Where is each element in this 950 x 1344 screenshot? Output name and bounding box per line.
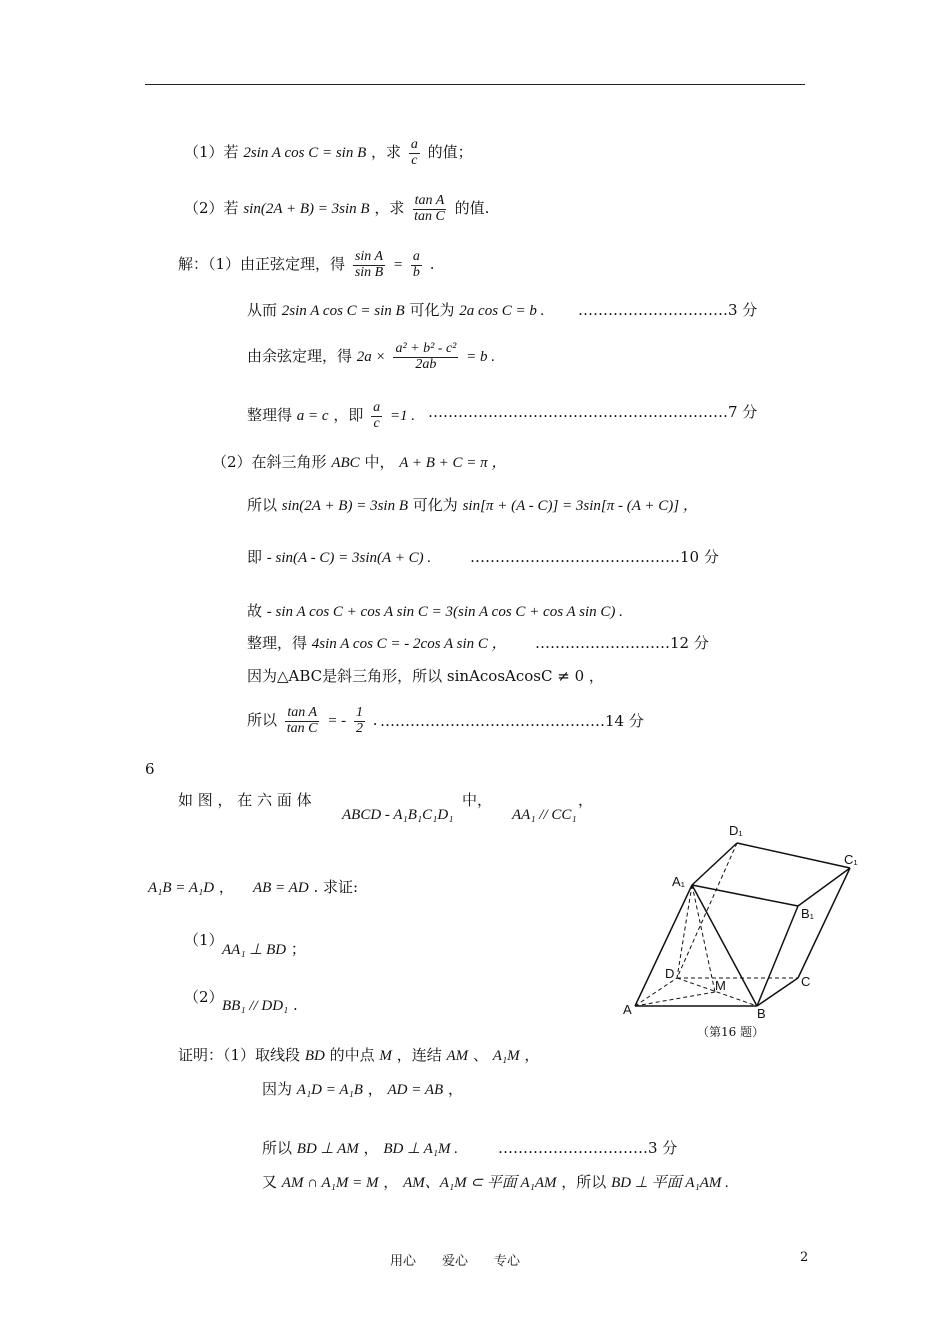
fraction	[285, 706, 320, 736]
math-expression: sin(2A + B) = 3sin B	[281, 498, 409, 514]
label-m: M	[715, 978, 726, 993]
fraction	[354, 706, 365, 736]
edge-a1d1	[692, 843, 737, 885]
fraction	[409, 138, 420, 168]
score-marker: ……………………………………………………7 分	[428, 403, 758, 421]
math-expression: 2a ×	[356, 349, 386, 366]
label-c1: C₁	[844, 852, 858, 867]
numerator: a	[373, 400, 381, 415]
solution-2-line-5	[247, 632, 507, 653]
text: .	[429, 255, 435, 274]
edge-a1a	[635, 885, 692, 1006]
solution-2-line-7	[247, 706, 378, 736]
math-expression: sin[π + (A - C)] = 3sin[π - (A + C)] ，	[462, 498, 698, 514]
math-expression: = b .	[466, 349, 496, 366]
text: 解：（1）由正弦定理，得	[178, 255, 346, 274]
edge-b1b	[757, 906, 798, 1006]
question-part-1	[184, 138, 473, 168]
text: ，	[218, 878, 234, 896]
header-rule	[145, 84, 805, 85]
text: .	[372, 711, 378, 730]
text: ，求	[374, 199, 405, 218]
math-expression: A₁D = A₁B	[296, 1082, 363, 1098]
edge-c1c	[798, 868, 850, 978]
text: 所以	[247, 711, 278, 730]
proof-line-1	[178, 1044, 539, 1065]
denominator: tan C	[414, 208, 445, 224]
solution-1-line-3	[247, 342, 495, 372]
denominator: sin B	[354, 264, 384, 280]
edge-a1d-hidden	[677, 885, 692, 978]
score-marker: …………………………3 分	[498, 1139, 678, 1157]
text: ；	[290, 940, 306, 958]
text: 的值；	[427, 143, 473, 162]
math-expression: AB = AD	[252, 880, 309, 896]
edge-a1b1	[692, 885, 798, 906]
fraction	[411, 250, 422, 280]
part-label: （1）若	[184, 143, 239, 162]
numerator: tan A	[414, 193, 445, 208]
math-expression: - sin(A - C) = 3sin(A + C) .	[266, 550, 432, 566]
text: 因为	[262, 1080, 293, 1098]
equals: =	[393, 257, 404, 274]
math-expression: ABCD - A₁B₁C₁D₁	[342, 807, 454, 823]
numerator: 1	[355, 705, 363, 720]
text: 证明：（1）取线段	[178, 1046, 301, 1064]
problem-6-part-1	[222, 938, 306, 959]
problem-6-comma: ，	[578, 791, 594, 809]
fraction	[353, 250, 385, 280]
text: ，连结	[396, 1046, 442, 1064]
solution-2-line-3	[247, 546, 431, 567]
proof-line-3	[262, 1137, 458, 1158]
problem-6-parallel	[512, 805, 577, 824]
denominator: tan C	[286, 720, 318, 736]
text: ，所以	[561, 1173, 607, 1191]
math-expression: AM ∩ A₁M = M	[281, 1175, 379, 1191]
problem-6-mid: 中，	[462, 791, 493, 809]
numerator: a² + b² - c²	[395, 341, 457, 356]
text: ，	[363, 1139, 379, 1157]
text: 由余弦定理，得	[247, 347, 353, 366]
text: ，求	[371, 143, 402, 162]
label-a: A	[623, 1002, 632, 1017]
math-expression: =1 .	[389, 408, 416, 425]
problem-6-hexahedron	[342, 805, 453, 824]
numerator: a	[410, 137, 418, 152]
solution-1-line-4	[247, 401, 415, 431]
label-d1: D₁	[729, 823, 743, 838]
fraction	[371, 401, 382, 431]
text: ，	[524, 1046, 540, 1064]
math-expression: BD ⊥ 平面 A₁AM .	[611, 1175, 729, 1191]
text: 所以	[247, 496, 278, 514]
math-expression: BD ⊥ A₁M .	[383, 1141, 458, 1157]
math-expression: BD ⊥ AM	[296, 1141, 359, 1157]
math-expression: BD	[304, 1048, 325, 1064]
hexahedron-figure	[615, 818, 865, 1048]
math-expression: AD = AB	[387, 1082, 444, 1098]
footer-motto: 用心 爱心 专心	[390, 1254, 521, 1269]
text: ，	[447, 1080, 463, 1098]
fraction	[393, 342, 458, 372]
text: . 求证:	[313, 878, 359, 896]
text: ，	[383, 1173, 399, 1191]
proof-line-4	[262, 1171, 729, 1192]
page-number: 2	[800, 1250, 809, 1265]
part-label: （2）若	[184, 199, 239, 218]
label-b1: B₁	[801, 906, 815, 921]
math-expression: AA₁ ⊥ BD	[222, 942, 287, 958]
math-expression: BB₁ // DD₁	[222, 998, 289, 1014]
denominator: 2ab	[415, 356, 437, 372]
math-expression: a = c	[296, 408, 329, 425]
text: .	[293, 996, 298, 1014]
figure-caption: （第16 题）	[697, 1025, 765, 1039]
text: 、	[472, 1046, 488, 1064]
equals: = -	[327, 713, 347, 730]
solution-2-line-4	[247, 600, 623, 621]
math-expression: AM	[446, 1048, 469, 1064]
text: 从而	[247, 301, 278, 319]
text: 即	[247, 548, 263, 566]
math-expression: A + B + C = π ，	[399, 455, 507, 471]
label-a1: A₁	[672, 874, 686, 889]
numerator: tan A	[287, 705, 318, 720]
problem-6-line-1	[178, 789, 312, 810]
math-expression: A₁M	[492, 1048, 520, 1064]
text: 所以	[262, 1139, 293, 1157]
edge-am-hidden	[635, 992, 715, 1006]
label-d: D	[665, 966, 675, 981]
question-part-2	[184, 194, 489, 224]
math-expression: M	[379, 1048, 392, 1064]
text: 可化为	[412, 496, 458, 514]
math-expression: AA₁ // CC₁	[512, 807, 577, 823]
math-expression: ABC	[331, 455, 360, 471]
text: 整理，得	[247, 634, 308, 652]
math-expression: 4sin A cos C = - 2cos A sin C ，	[311, 636, 507, 652]
edge-b1c1	[798, 868, 850, 906]
text: 中，	[364, 453, 395, 471]
denominator: c	[411, 152, 418, 168]
label-c: C	[801, 974, 811, 989]
edge-d1c1	[737, 843, 850, 868]
problem-6-part-1-label: （1）	[184, 931, 224, 949]
solution-1-line-1	[178, 250, 434, 280]
text: 的值.	[454, 199, 490, 218]
problem-6-part-2	[222, 996, 298, 1015]
edge-d1d-hidden	[677, 843, 737, 978]
text: 可化为	[409, 301, 455, 319]
score-marker: ………………………12 分	[535, 634, 709, 652]
text: 整理得	[247, 406, 293, 425]
problem-6-part-2-label: （2）	[184, 988, 224, 1006]
text: ，	[367, 1080, 383, 1098]
score-marker: ……………………………………10 分	[470, 548, 719, 566]
problem-6-line-2	[148, 876, 358, 897]
solution-2-line-2	[247, 494, 698, 515]
denominator: b	[412, 264, 420, 280]
problem-number: 6	[145, 760, 155, 778]
math-expression: - sin A cos C + cos A sin C = 3(sin A cos C + cos A sin C) .	[266, 604, 623, 620]
denominator: c	[373, 415, 380, 431]
math-expression: AM、A₁M ⊂ 平面 A₁AM	[403, 1175, 557, 1191]
text: （2）在斜三角形	[212, 453, 327, 471]
solution-1-line-2	[247, 299, 544, 320]
numerator: a	[412, 249, 420, 264]
math-expression: A₁B = A₁D	[148, 880, 215, 896]
label-b: B	[757, 1006, 766, 1021]
denominator: 2	[355, 720, 363, 736]
text: 又	[262, 1173, 278, 1191]
math-expression: sin(2A + B) = 3sin B	[243, 201, 370, 218]
numerator: sin A	[354, 249, 384, 264]
text: 故	[247, 602, 263, 620]
math-expression: 2sin A cos C = sin B	[281, 303, 405, 319]
solution-2-line-6: 因为△ABC是斜三角形，所以 sinAcosAcosC ≠ 0 ，	[247, 667, 604, 685]
text: 的中点	[329, 1046, 375, 1064]
solution-2-line-1	[212, 451, 506, 472]
score-marker: …………………………3 分	[578, 301, 758, 319]
text: ，即	[333, 406, 364, 425]
math-expression: 2a cos C = b .	[459, 303, 545, 319]
fraction	[412, 194, 447, 224]
proof-line-2	[262, 1078, 463, 1099]
score-marker: ………………………………………14 分	[380, 712, 644, 730]
text: 如 图 ， 在 六 面 体	[178, 791, 312, 809]
math-expression: 2sin A cos C = sin B	[243, 145, 367, 162]
